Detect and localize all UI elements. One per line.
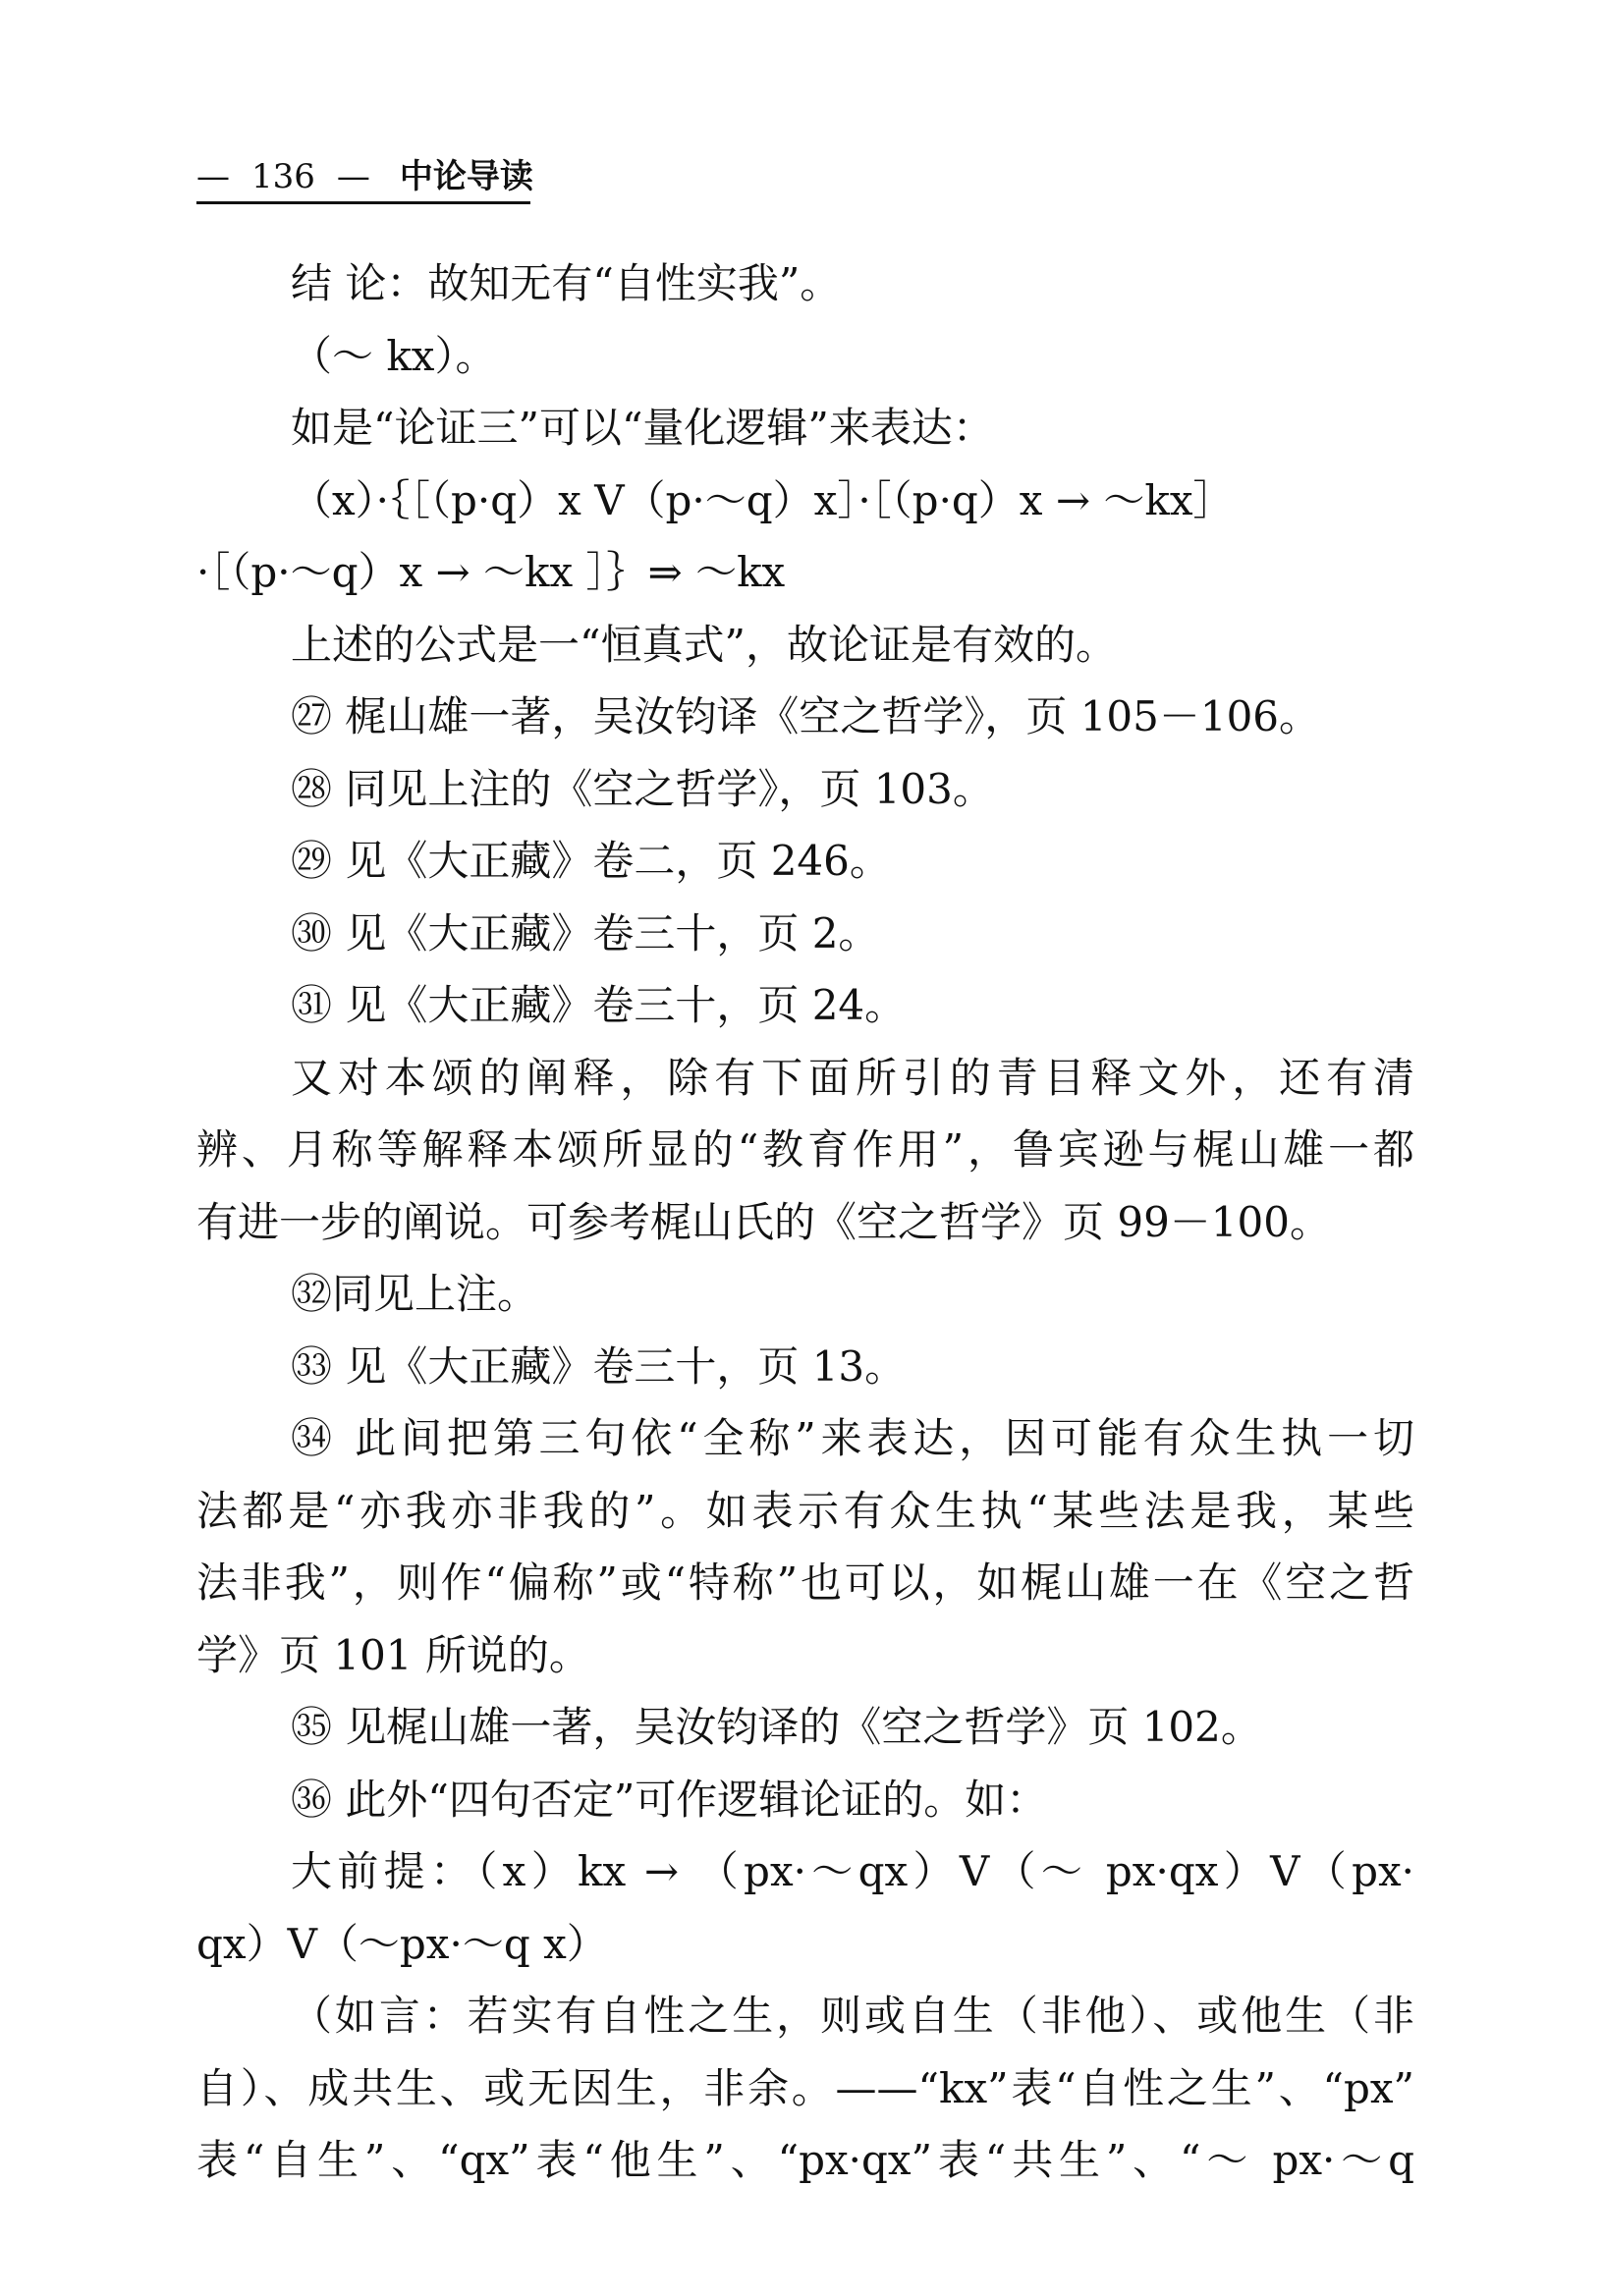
- text-line: 辨、月称等解释本颂所显的“教育作用”，鲁宾逊与梶山雄一都: [196, 1125, 1414, 1174]
- formula-line: qx）V（～px·～q x）: [196, 1919, 608, 1968]
- running-header: [196, 147, 533, 206]
- text-line: 如是“论证三”可以“量化逻辑”来表达：: [291, 404, 994, 452]
- header-dash-right: —: [336, 157, 370, 196]
- formula-line: 大前提：（x）kx → （px·～qx）V（～ px·qx）V（px·: [291, 1847, 1414, 1895]
- text-line: 自）、成共生、或无因生，非余。——“kx”表“自性之生”、“px”: [196, 2063, 1414, 2112]
- formula-line: （x）·｛［（p·q）x V（p·～q）x］·［（p·q）x → ～kx］: [291, 475, 1235, 524]
- footnote-33: ㉝ 见《大正藏》卷三十，页 13。: [291, 1341, 907, 1391]
- formula-line: ·［（p·～q）x → ～kx ］｝⇒ ～kx: [196, 548, 786, 596]
- header-rule: [196, 201, 530, 204]
- footnote-34: ㉞ 此间把第三句依“全称”来表达，因可能有众生执一切: [291, 1414, 1414, 1462]
- footnote-32: ㉜同见上注。: [291, 1270, 539, 1318]
- footnote-29: ㉙ 见《大正藏》卷二，页 246。: [291, 837, 891, 885]
- formula-line: （～ kx）。: [291, 331, 497, 380]
- page-body: [196, 247, 1414, 2197]
- footnote-35: ㉟ 见梶山雄一著，吴汝钧译的《空之哲学》页 102。: [291, 1703, 1262, 1751]
- text-line: 法非我”，则作“偏称”或“特称”也可以，如梶山雄一在《空之哲: [196, 1558, 1414, 1607]
- text-line: 有进一步的阐说。可参考梶山氏的《空之哲学》页 99－100。: [196, 1197, 1331, 1246]
- text-line: 学》页 101 所说的。: [196, 1630, 590, 1679]
- text-line: 又对本颂的阐释，除有下面所引的青目释文外，还有清: [291, 1053, 1414, 1102]
- footnote-36: ㊱ 此外“四句否定”可作逻辑论证的。如：: [291, 1775, 1048, 1824]
- footnote-30: ㉚ 见《大正藏》卷三十，页 2。: [291, 908, 880, 957]
- footnote-27: ㉗ 梶山雄一著，吴汝钧译《空之哲学》，页 105－106。: [291, 692, 1321, 740]
- header-dash-left: —: [196, 157, 230, 196]
- book-title: 中论导读: [399, 157, 533, 196]
- footnote-28: ㉘ 同见上注的《空之哲学》，页 103。: [291, 764, 994, 813]
- page-number: 136: [251, 157, 315, 196]
- conclusion-line: 结 论：故知无有“自性实我”。: [291, 259, 842, 307]
- text-line: （如言：若实有自性之生，则或自生（非他）、或他生（非: [291, 1992, 1414, 2040]
- text-line: 上述的公式是一“恒真式”，故论证是有效的。: [291, 620, 1117, 669]
- text-line: 表“自生”、“qx”表“他生”、“px·qx”表“共生”、“～ px·～q: [196, 2136, 1414, 2184]
- footnote-31: ㉛ 见《大正藏》卷三十，页 24。: [291, 981, 907, 1029]
- text-line: 法都是“亦我亦非我的”。如表示有众生执“某些法是我，某些: [196, 1486, 1414, 1535]
